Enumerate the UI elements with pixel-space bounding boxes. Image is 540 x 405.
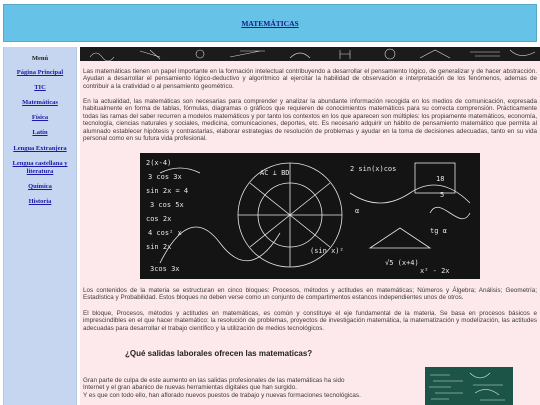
svg-text:4 cos² x: 4 cos² x	[148, 229, 182, 237]
importance-paragraph: En la actualidad, las matemáticas son necesarias para comprender y analizar la abundante información recogida en los medios de comunicación, expresada habitualmente en forma de tablas, fórmulas, diagramas o gráficos que requieren de conocimientos matemáticos para su correcta comprensión. Prácticamente todas las ramas del saber recurren a modelos matemáticos y por tanto los contextos en los que aparecen son múltiples: los propiamente matemáticos, economía, tecnología, ciencias naturales y sociales, medicina, comunicaciones, deportes, etc. Es necesario adquirir un hábito de pensamiento matemático que permita al alumnado establecer hipótesis y contrastarlas, elaborar estrategias de resolución de problemas y ayudar en la toma de decisiones adecuadas, tanto en su vida personal como en su futura vida profesional.	[83, 98, 537, 143]
menu-title: Menú	[31, 55, 49, 62]
career-line-2: Internet y el gran abanico de nuevas herramientas digitales que han surgido.	[83, 384, 297, 392]
svg-text:3 cos 3x: 3 cos 3x	[148, 173, 182, 181]
svg-text:3 cos 5x: 3 cos 5x	[150, 201, 184, 209]
sidebar-item-matematicas[interactable]: Matemáticas	[22, 99, 58, 106]
math-green-board-image	[425, 367, 513, 405]
svg-text:sin 2x: sin 2x	[146, 243, 172, 251]
sidebar-item-lengua-castellana[interactable]: Lengua castellana y literatura	[12, 160, 68, 175]
sidebar-item-quimica[interactable]: Química	[28, 183, 52, 190]
sidebar-item-tic[interactable]: TIC	[34, 84, 46, 91]
svg-text:2(x-4): 2(x-4)	[146, 159, 172, 167]
svg-text:α: α	[355, 207, 360, 215]
intro-paragraph: Las matemáticas tienen un papel importante en la formación intelectual contribuyendo a desarrollar el pensamiento lógico, de generalizar y de hacer abstracción. Ayudan a desarrollar el pensamiento lógico-deductivo y algorítmico al ejercitar la habilidad de observación e interpretación de los fenómenos, ademas de contribuir a la cratividad o al pensamiento geométrico.	[83, 68, 537, 90]
section-heading: ¿Qué salidas laborales ofrecen las matematicas?	[125, 349, 313, 358]
math-chalkboard-image	[140, 153, 480, 279]
svg-text:5: 5	[440, 191, 445, 199]
sidebar-item-lengua-extranjera[interactable]: Lengua Extranjera	[13, 145, 67, 152]
svg-text:tg α: tg α	[430, 227, 447, 235]
sidebar-menu	[3, 47, 77, 405]
svg-text:3cos 3x: 3cos 3x	[150, 265, 180, 273]
block-paragraph: El bloque, Procesos, métodos y actitudes en matemáticas, es común y constituye el eje fundamental de la materia. Se basa en procesos básicos e imprescindibles en el que hacer matemático: la resolución de problemas, proyectos de investigación matemática, la matematización y modelización, las actitudes adecuadas para desarrollar el trabajo científico y la utilización de medios tecnológicos.	[83, 310, 537, 332]
svg-text:2 sin(x)cos: 2 sin(x)cos	[350, 165, 397, 173]
page-header	[3, 4, 537, 42]
sidebar-item-fisica[interactable]: Física	[31, 114, 49, 121]
sidebar-item-historia[interactable]: Historia	[28, 198, 52, 205]
sidebar-item-latin[interactable]: Latín	[32, 129, 48, 136]
math-banner-image	[80, 47, 540, 61]
career-text	[83, 377, 403, 399]
svg-text:√5 (x+4): √5 (x+4)	[385, 259, 419, 267]
main-content	[80, 47, 540, 405]
svg-text:cos 2x: cos 2x	[146, 215, 172, 223]
svg-text:AC ⊥ BD: AC ⊥ BD	[260, 169, 290, 177]
svg-text:18: 18	[436, 175, 445, 183]
sidebar	[3, 47, 77, 405]
svg-text:sin 2x = 4: sin 2x = 4	[146, 187, 189, 195]
contents-paragraph: Los contenidos de la materia se estructuran en cinco bloques: Procesos, métodos y actitudes en matemáticas; Números y Álgebra; Análisis; Geometría; Estadística y Probabilidad. Estos bloques no deben verse como un conjunto de compartimentos estancos independientes unos de otros.	[83, 287, 537, 302]
page-title[interactable]: MATEMÁTICAS	[241, 19, 299, 28]
svg-text:(sin x)²: (sin x)²	[310, 247, 344, 255]
career-line-1: Gran parte de culpa de este aumento en las salidas profesionales de las matemáticas ha sido	[83, 377, 345, 384]
sidebar-item-pagina-principal[interactable]: Página Principal	[16, 69, 64, 76]
svg-text:x² - 2x: x² - 2x	[420, 267, 450, 275]
career-line-3: Y es que con todo ello, han aflorado nuevos puestos de trabajo y nuevas formaciones tecnológicas.	[83, 391, 361, 399]
